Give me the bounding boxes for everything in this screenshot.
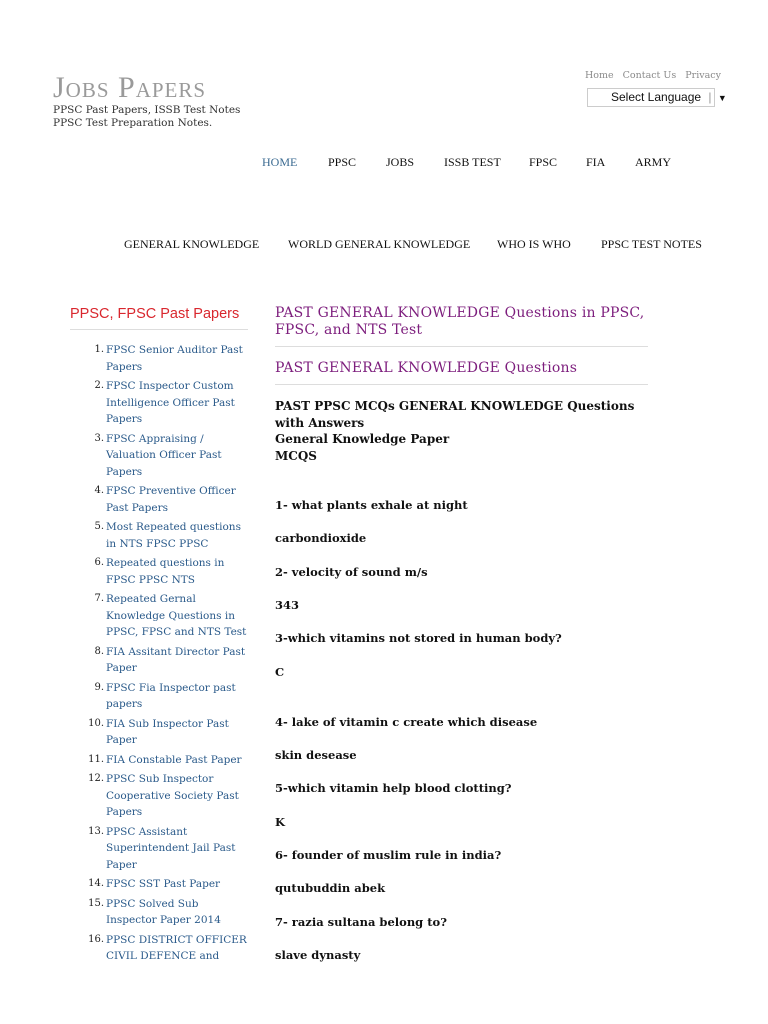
question-3: 3-which vitamins not stored in human body? [275,631,562,645]
post-intro [275,398,655,464]
answer-7: slave dynasty [275,948,361,962]
tagline-line-2: PPSC Test Preparation Notes. [53,117,213,129]
sidebar-item-number: 5. [94,521,104,532]
sidebar-item[interactable] [88,824,252,874]
sidebar-item-link[interactable]: Most Repeated questions in NTS FPSC PPSC [106,521,241,550]
sidebar-item[interactable] [88,896,252,929]
tagline-line-1: PPSC Past Papers, ISSB Test Notes [53,104,241,116]
sidebar-item-number: 15. [88,897,104,909]
sidebar-item-link[interactable]: PPSC Sub Inspector Cooperative Society Past Papers [106,773,239,818]
sidebar-item-number: 8. [94,645,104,657]
sidebar-item-number: 4. [94,485,104,496]
nav-who-is-who[interactable]: WHO IS WHO [497,237,571,251]
nav-army[interactable]: ARMY [635,155,672,169]
answer-2: 343 [275,598,300,612]
site-title[interactable]: Jobs Papers [53,71,207,104]
language-select-label: Select Language [611,90,702,104]
sidebar-item[interactable] [94,644,252,677]
top-links [585,70,730,81]
sidebar-list [88,342,252,968]
sidebar-item[interactable] [94,483,252,516]
sidebar-item[interactable] [94,591,252,641]
nav-world-general-knowledge[interactable]: WORLD GENERAL KNOWLEDGE [288,237,471,251]
nav-general-knowledge[interactable]: GENERAL KNOWLEDGE [124,237,260,251]
sidebar-item-link[interactable]: FPSC Fia Inspector past papers [106,681,236,710]
intro-line: General Knowledge Paper [275,432,450,446]
sidebar-item[interactable] [88,932,252,965]
answer-6: qutubuddin abek [275,881,386,895]
question-1: 1- what plants exhale at night [275,498,468,512]
sidebar-item[interactable] [94,555,252,588]
intro-line: MCQS [275,448,317,463]
sidebar-item-link[interactable]: Repeated questions in FPSC PPSC NTS [106,557,225,586]
sidebar-title: PPSC, FPSC Past Papers [70,306,240,322]
nav-jobs[interactable]: JOBS [386,155,415,169]
sidebar-item-link[interactable]: FPSC Inspector Custom Intelligence Officer Past Papers [106,380,235,425]
post-subtitle: PAST GENERAL KNOWLEDGE Questions [275,360,578,376]
sidebar-item[interactable] [88,876,252,893]
sidebar-item-link[interactable]: PPSC DISTRICT OFFICER CIVIL DEFENCE and [106,933,247,962]
sidebar-item[interactable] [94,431,252,481]
sidebar-item-link[interactable]: PPSC Solved Sub Inspector Paper 2014 [106,897,221,926]
sidebar-item-number: 3. [94,432,104,444]
nav-issb-test[interactable]: ISSB TEST [444,155,501,169]
sidebar-item[interactable] [94,378,252,428]
nav-ppsc[interactable]: PPSC [328,155,357,169]
sidebar-item-number: 9. [94,681,104,693]
question-7: 7- razia sultana belong to? [275,915,447,929]
sidebar-item-number: 11. [88,753,104,765]
sidebar-item-number: 13. [88,825,104,837]
sidebar-item-number: 14. [88,878,104,889]
sidebar-divider [70,329,248,330]
question-6: 6- founder of muslim rule in india? [275,848,502,862]
sidebar-item[interactable] [88,716,252,749]
question-2: 2- velocity of sound m/s [275,565,428,579]
question-4: 4- lake of vitamin c create which disease [275,715,538,729]
nav-fia[interactable]: FIA [586,155,606,169]
intro-line: PAST PPSC MCQs GENERAL KNOWLEDGE Questions with Answers [275,399,635,430]
top-link-contact[interactable]: Contact Us [622,70,677,81]
nav-home[interactable]: HOME [262,155,298,169]
sidebar-item-link[interactable]: FPSC Preventive Officer Past Papers [106,485,236,514]
sidebar-item-number: 12. [88,773,104,784]
nav-ppsc-test-notes[interactable]: PPSC TEST NOTES [601,237,702,251]
sidebar-item[interactable] [94,342,252,375]
sidebar-item-link[interactable]: FPSC Appraising / Valuation Officer Past Papers [106,432,222,478]
sidebar-item-number: 10. [88,717,104,729]
sidebar-item-link[interactable]: FIA Assitant Director Past Paper [106,645,246,674]
post-title: PAST GENERAL KNOWLEDGE Questions in PPSC, FPSC, and NTS Test [275,305,645,338]
sidebar-item[interactable] [88,771,252,821]
divider-bar: | [708,90,712,104]
sidebar-item-link[interactable]: FIA Sub Inspector Past Paper [106,717,229,746]
nav-fpsc[interactable]: FPSC [529,155,558,169]
sidebar-item-link[interactable]: FPSC SST Past Paper [106,878,221,890]
sidebar-item[interactable] [88,752,252,769]
language-select[interactable] [587,88,727,107]
chevron-down-icon: ▼ [717,93,727,103]
sidebar-item-number: 6. [94,557,104,568]
answer-3: C [275,665,285,679]
answer-1: carbondioxide [275,531,367,545]
title-divider [275,346,648,347]
sidebar-item-number: 1. [94,344,104,355]
answer-5: K [275,815,285,829]
top-link-privacy[interactable]: Privacy [685,70,721,81]
sidebar-item-number: 16. [88,933,104,945]
sidebar-item[interactable] [94,680,252,713]
sidebar-item-number: 7. [94,593,104,604]
sidebar-item-link[interactable]: FIA Constable Past Paper [106,753,242,766]
sidebar-item-link[interactable]: FPSC Senior Auditor Past Papers [106,344,243,373]
answer-4: skin desease [275,748,357,762]
top-link-home[interactable]: Home [585,70,614,81]
site-tagline [53,104,240,130]
sidebar-item-number: 2. [94,380,104,391]
sidebar-item[interactable] [94,519,252,552]
sidebar-item-link[interactable]: PPSC Assistant Superintendent Jail Past Paper [106,825,236,871]
subtitle-divider [275,384,648,385]
sidebar-item-link[interactable]: Repeated Gernal Knowledge Questions in PPSC, FPSC and NTS Test [106,593,247,638]
question-5: 5-which vitamin help blood clotting? [275,781,512,795]
